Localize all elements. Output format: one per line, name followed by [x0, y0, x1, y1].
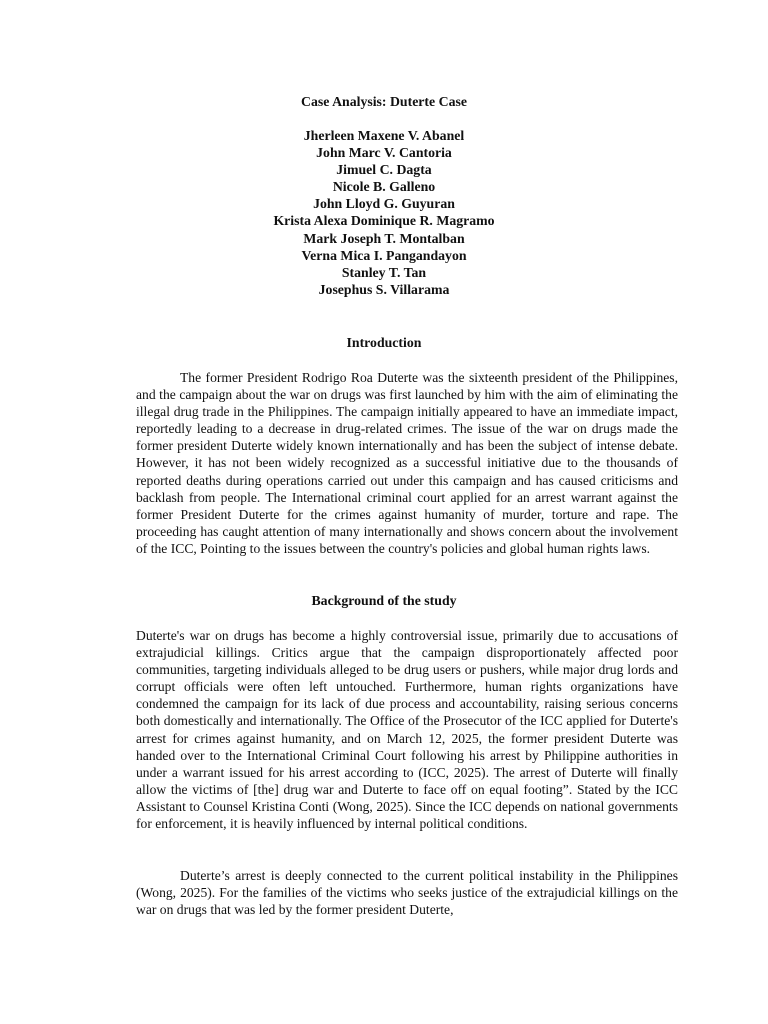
author-name: Krista Alexa Dominique R. Magramo	[273, 213, 495, 229]
author-name: Verna Mica I. Pangandayon	[301, 247, 467, 263]
author-name: Josephus S. Villarama	[318, 281, 450, 297]
author-name: Nicole B. Galleno	[332, 179, 436, 195]
author-list	[0, 127, 768, 298]
author-name: John Marc V. Cantoria	[316, 145, 452, 161]
author-name: Mark Joseph T. Montalban	[303, 230, 465, 246]
document-title: Case Analysis: Duterte Case	[301, 94, 467, 109]
author-name: Jherleen Maxene V. Abanel	[303, 128, 465, 143]
background-paragraph-2: Duterte’s arrest is deeply connected to the current political instability in the Philippines (Wong, 2025). For the families of the victims who seeks justice of the extrajudicial killings on the war on drugs that was led by the former president Duterte,	[136, 868, 678, 918]
author-name: Jimuel C. Dagta	[336, 162, 432, 178]
background-heading: Background of the study	[311, 593, 457, 608]
introduction-paragraph: The former President Rodrigo Roa Duterte was the sixteenth president of the Philippines, and the campaign about the war on drugs was first launched by him with the aim of eliminating the illegal drug trade in the Philippines. The campaign initially appeared to have an immediate impact, reportedly leading to a decrease in drug-related crimes. The issue of the war on drugs made the former president Duterte widely known internationally and has been the subject of intense debate. However, it has not been widely recognized as a successful initiative due to the thousands of reported deaths during operations carried out under this campaign and has caused criticisms and backlash from people. The International criminal court applied for an arrest warrant against the former President Duterte for the crimes against humanity of murder, torture and rape. The proceeding has caught attention of many internationally and shows concern about the involvement of the ICC, Pointing to the issues between the country's policies and global human rights laws.	[136, 370, 678, 556]
author-name: John Lloyd G. Guyuran	[313, 196, 455, 212]
background-paragraph-1: Duterte's war on drugs has become a highly controversial issue, primarily due to accusations of extrajudicial killings. Critics argue that the campaign disproportionately affected poor communities, targeting individuals alleged to be drug users or pushers, while major drug lords and corrupt officials were often left untouched. Furthermore, human rights organizations have condemned the campaign for its lack of due process and accountability, raising serious concerns both domestically and internationally. The Office of the Prosecutor of the ICC applied for Duterte's arrest for crimes against humanity, and on March 12, 2025, the former president Duterte was handed over to the International Criminal Court following his arrest by Philippine authorities in under a warrant issued for his arrest according to (ICC, 2025). The arrest of Duterte will finally allow the victims of [the] drug war and Duterte to face off on equal footing”. Stated by the ICC Assistant to Counsel Kristina Conti (Wong, 2025). Since the ICC depends on national governments for enforcement, it is heavily influenced by internal political conditions.	[136, 628, 678, 832]
author-name: Stanley T. Tan	[341, 264, 427, 280]
introduction-heading: Introduction	[346, 335, 422, 350]
